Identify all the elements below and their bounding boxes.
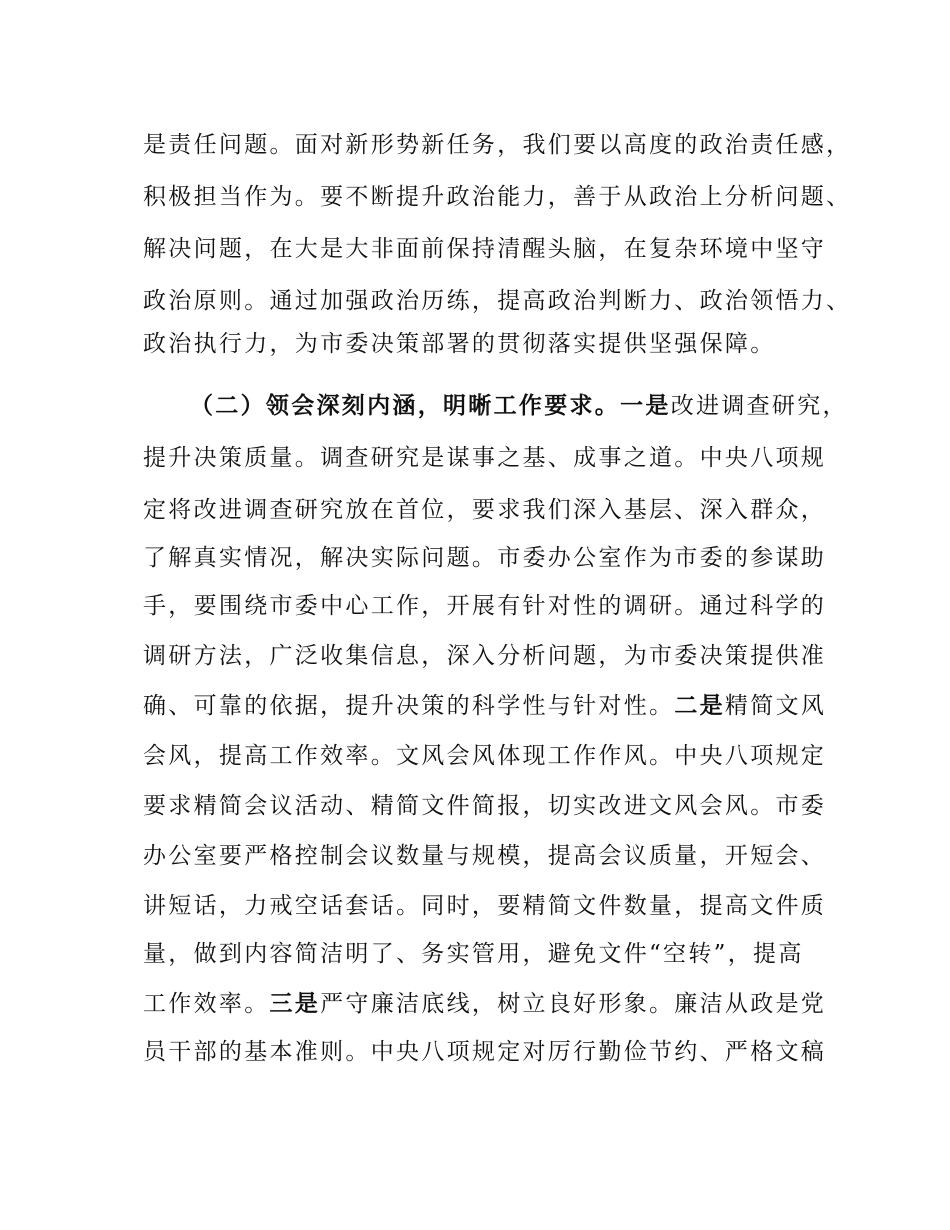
paragraph-line: 员干部的基本准则。中央八项规定对厉行勤俭节约、严格文稿 [143,1039,827,1065]
paragraph-line: 调研方法，广泛收集信息，深入分析问题，为市委决策提供准 [143,643,827,669]
point-text: 改进调查研究， [670,393,848,419]
paragraph-line: 讲短话，力戒空话套话。同时，要精简文件数量，提高文件质 [143,893,827,919]
point-marker-three: 三是 [269,990,321,1017]
point-marker-two: 二是 [674,692,725,719]
paragraph-line [143,984,833,1024]
point-text: 确、可靠的依据，提升决策的科学性与针对性。 [143,693,675,719]
paragraph-line: 提升决策质量。调查研究是谋事之基、成事之道。中央八项规 [143,445,827,471]
paragraph-line: 积极担当作为。要不断提升政治能力，善于从政治上分析问题、 [143,184,852,210]
section-heading: （二）领会深刻内涵，明晰工作要求。 [190,392,621,419]
paragraph-line: 会风，提高工作效率。文风会风体现工作作风。中央八项规定 [143,743,827,769]
paragraph-line: 要求精简会议活动、精简文件简报，切实改进文风会风。市委 [143,793,827,819]
paragraph-line [143,686,833,726]
paragraph-line: 是责任问题。面对新形势新任务，我们要以高度的政治责任感， [143,132,852,158]
point-text: 精简文风 [724,693,827,719]
point-marker-one: 一是 [620,392,671,419]
paragraph-line: 手，要围绕市委中心工作，开展有针对性的调研。通过科学的 [143,593,827,619]
paragraph-line: 办公室要严格控制会议数量与规模，提高会议质量，开短会、 [143,843,827,869]
point-text: 严守廉洁底线，树立良好形象。廉洁从政是党 [320,991,827,1017]
paragraph-line: 量，做到内容简洁明了、务实管用，避免文件“空转”，提高 [143,941,804,967]
paragraph-line: 解决问题，在大是大非面前保持清醒头脑，在复杂环境中坚守 [143,236,827,262]
paragraph-line: 了解真实情况，解决实际问题。市委办公室作为市委的参谋助 [143,545,827,571]
paragraph-line: 定将改进调查研究放在首位，要求我们深入基层、深入群众， [143,497,827,523]
paragraph-line: 政治执行力，为市委决策部署的贯彻落实提供坚强保障。 [143,331,776,357]
paragraph-line: 政治原则。通过加强政治历练，提高政治判断力、政治领悟力、 [143,288,852,314]
section-heading-line [190,386,848,426]
point-text: 工作效率。 [143,991,270,1017]
